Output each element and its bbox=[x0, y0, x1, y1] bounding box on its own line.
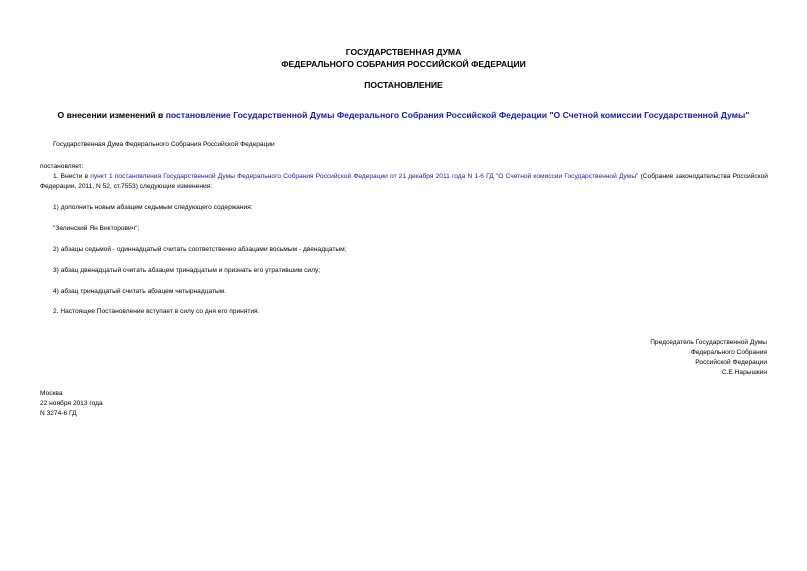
item-1-prefix: 1. Внести в bbox=[53, 173, 91, 180]
subject-link[interactable]: постановление Государственной Думы Федерального Собрания Российской Федерации "О Счетной комиссии Государственной Думы" bbox=[165, 110, 750, 120]
subitem-4-text: 4) абзац тринадцатый считать абзацем четырнадцатым. bbox=[53, 288, 227, 295]
document-subject bbox=[0, 111, 807, 120]
issuer-text: Государственная Дума Федерального Собрания Российской Федерации bbox=[53, 141, 275, 148]
footer-city: Москва bbox=[40, 390, 63, 397]
footer-date: 22 ноября 2013 года bbox=[40, 400, 103, 407]
subject-prefix: О внесении изменений в bbox=[57, 110, 166, 120]
signature-line-2: Федерального Собрания bbox=[690, 349, 767, 356]
item-1-paragraph bbox=[40, 172, 768, 192]
subitem-1-text: 1) дополнить новым абзацем седьмым следующего содержания: bbox=[53, 204, 253, 211]
document-type-title: ПОСТАНОВЛЕНИЕ bbox=[364, 80, 443, 90]
subitem-3-text: 3) абзац двенадцатый считать абзацем тринадцатым и признать его утратившим силу; bbox=[53, 267, 321, 274]
signature-line-1: Председатель Государственной Думы bbox=[650, 339, 767, 346]
header-line-1: ГОСУДАРСТВЕННАЯ ДУМА bbox=[345, 47, 462, 57]
signatory-name: С.Е.Нарышкин bbox=[721, 369, 767, 376]
item-1-link[interactable]: пункт 1 постановления Государственной Думы Федерального Собрания Российской Федерации от 21 декабря 2011 года N 1-6 ГД "О Счетной комиссии Государственной Думы" bbox=[90, 173, 639, 180]
signature-line-3: Российской Федерации bbox=[695, 359, 767, 366]
quote-text: "Зелинский Ян Викторович"; bbox=[53, 225, 140, 232]
item-1-suffix: (Собрание законодательства Российской Федерации, 2011, N 52, ст.7553) следующие изменения: bbox=[40, 173, 768, 190]
resolves-text: постановляет: bbox=[40, 163, 84, 170]
footer-number: N 3274-6 ГД bbox=[40, 410, 77, 417]
subitem-2-text: 2) абзацы седьмой - одиннадцатый считать соответственно абзацами восьмым - двенадцатым; bbox=[53, 246, 347, 253]
item-2-text: 2. Настоящее Постановление вступает в силу со дня его принятия. bbox=[53, 308, 260, 315]
header-line-2: ФЕДЕРАЛЬНОГО СОБРАНИЯ РОССИЙСКОЙ ФЕДЕРАЦИИ bbox=[281, 59, 526, 69]
